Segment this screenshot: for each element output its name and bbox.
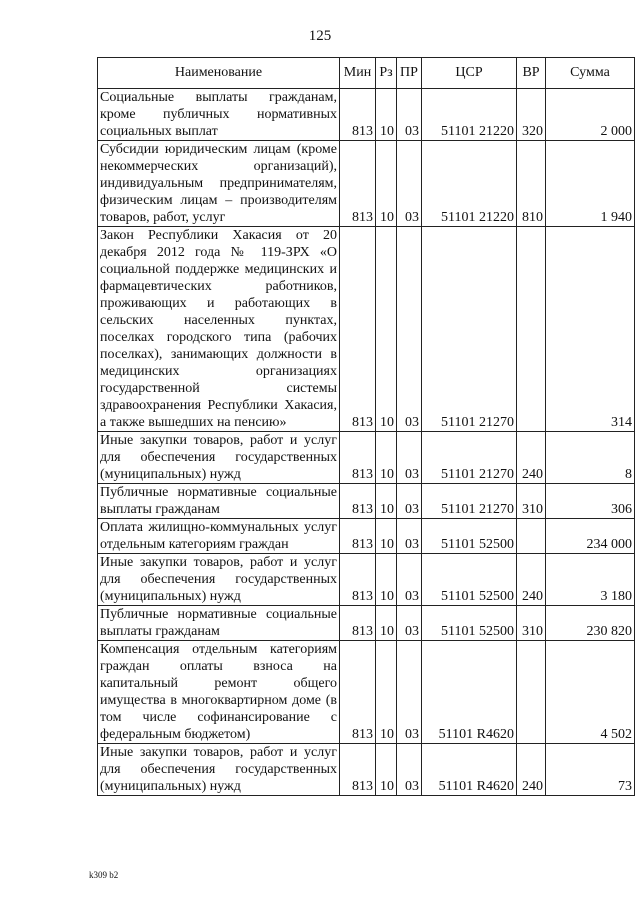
table-row	[98, 641, 635, 744]
cell-sum: 2 000	[546, 89, 635, 141]
header-csr: ЦСР	[422, 58, 517, 89]
cell-name: Компенсация отдельным категориям граждан оплаты взноса на капитальный ремонт общего имущества в многоквартирном доме (в том числе софинансирование с федеральным бюджетом)	[98, 641, 340, 744]
table-header-row	[98, 58, 635, 89]
cell-name: Иные закупки товаров, работ и услуг для обеспечения государственных (муниципальных) нужд	[98, 432, 340, 484]
cell-vr: 240	[517, 432, 546, 484]
cell-rz: 10	[376, 89, 397, 141]
cell-sum: 8	[546, 432, 635, 484]
cell-name: Субсидии юридическим лицам (кроме некоммерческих организаций), индивидуальным предпринимателям, физическим лицам – производителям товаров, работ, услуг	[98, 141, 340, 227]
cell-vr	[517, 519, 546, 554]
cell-vr: 310	[517, 484, 546, 519]
cell-csr: 51101 21270	[422, 432, 517, 484]
cell-sum: 4 502	[546, 641, 635, 744]
cell-sum: 306	[546, 484, 635, 519]
budget-table	[97, 57, 635, 796]
cell-vr: 810	[517, 141, 546, 227]
header-pr: ПР	[397, 58, 422, 89]
cell-csr: 51101 52500	[422, 554, 517, 606]
cell-vr: 240	[517, 554, 546, 606]
cell-min: 813	[340, 554, 376, 606]
cell-pr: 03	[397, 641, 422, 744]
header-rz: Рз	[376, 58, 397, 89]
cell-name: Оплата жилищно-коммунальных услуг отдельным категориям граждан	[98, 519, 340, 554]
cell-rz: 10	[376, 606, 397, 641]
cell-vr: 310	[517, 606, 546, 641]
cell-min: 813	[340, 641, 376, 744]
table-row	[98, 141, 635, 227]
table-row	[98, 89, 635, 141]
cell-min: 813	[340, 432, 376, 484]
cell-vr: 320	[517, 89, 546, 141]
cell-pr: 03	[397, 554, 422, 606]
cell-sum: 230 820	[546, 606, 635, 641]
table-row	[98, 432, 635, 484]
cell-csr: 51101 21270	[422, 484, 517, 519]
cell-rz: 10	[376, 519, 397, 554]
cell-pr: 03	[397, 606, 422, 641]
cell-vr	[517, 641, 546, 744]
cell-pr: 03	[397, 89, 422, 141]
cell-csr: 51101 21270	[422, 227, 517, 432]
cell-csr: 51101 R4620	[422, 744, 517, 796]
cell-vr: 240	[517, 744, 546, 796]
cell-rz: 10	[376, 432, 397, 484]
table-row	[98, 606, 635, 641]
header-sum: Сумма	[546, 58, 635, 89]
cell-pr: 03	[397, 227, 422, 432]
cell-rz: 10	[376, 227, 397, 432]
cell-pr: 03	[397, 432, 422, 484]
cell-min: 813	[340, 227, 376, 432]
table-row	[98, 744, 635, 796]
cell-sum: 234 000	[546, 519, 635, 554]
table-row	[98, 519, 635, 554]
table-row	[98, 484, 635, 519]
cell-min: 813	[340, 89, 376, 141]
cell-rz: 10	[376, 744, 397, 796]
table-body	[98, 89, 635, 796]
cell-name: Иные закупки товаров, работ и услуг для обеспечения государственных (муниципальных) нужд	[98, 744, 340, 796]
header-vr: ВР	[517, 58, 546, 89]
cell-rz: 10	[376, 554, 397, 606]
cell-min: 813	[340, 519, 376, 554]
cell-sum: 73	[546, 744, 635, 796]
cell-sum: 1 940	[546, 141, 635, 227]
cell-sum: 3 180	[546, 554, 635, 606]
cell-name: Иные закупки товаров, работ и услуг для обеспечения государственных (муниципальных) нужд	[98, 554, 340, 606]
cell-name: Закон Республики Хакасия от 20 декабря 2012 года № 119-ЗРХ «О социальной поддержке медицинских и фармацевтических работников, проживающих и работающих в сельских населенных пунктах, поселках городского типа (рабочих поселках), занимающих должности в медицинских организациях государственной системы здравоохранения Республики Хакасия, а также вышедших на пенсию»	[98, 227, 340, 432]
header-min: Мин	[340, 58, 376, 89]
cell-pr: 03	[397, 744, 422, 796]
cell-csr: 51101 52500	[422, 519, 517, 554]
header-name: Наименование	[98, 58, 340, 89]
cell-csr: 51101 21220	[422, 141, 517, 227]
cell-vr	[517, 227, 546, 432]
cell-rz: 10	[376, 484, 397, 519]
table-row	[98, 554, 635, 606]
cell-sum: 314	[546, 227, 635, 432]
cell-name: Публичные нормативные социальные выплаты гражданам	[98, 606, 340, 641]
cell-name: Публичные нормативные социальные выплаты гражданам	[98, 484, 340, 519]
cell-csr: 51101 21220	[422, 89, 517, 141]
cell-csr: 51101 R4620	[422, 641, 517, 744]
cell-pr: 03	[397, 519, 422, 554]
cell-name: Социальные выплаты гражданам, кроме публичных нормативных социальных выплат	[98, 89, 340, 141]
footer-code: k309 b2	[89, 870, 119, 880]
cell-pr: 03	[397, 141, 422, 227]
cell-min: 813	[340, 141, 376, 227]
cell-min: 813	[340, 606, 376, 641]
page-number: 125	[308, 28, 332, 44]
cell-csr: 51101 52500	[422, 606, 517, 641]
cell-rz: 10	[376, 641, 397, 744]
cell-min: 813	[340, 744, 376, 796]
cell-pr: 03	[397, 484, 422, 519]
table-row	[98, 227, 635, 432]
cell-rz: 10	[376, 141, 397, 227]
cell-min: 813	[340, 484, 376, 519]
